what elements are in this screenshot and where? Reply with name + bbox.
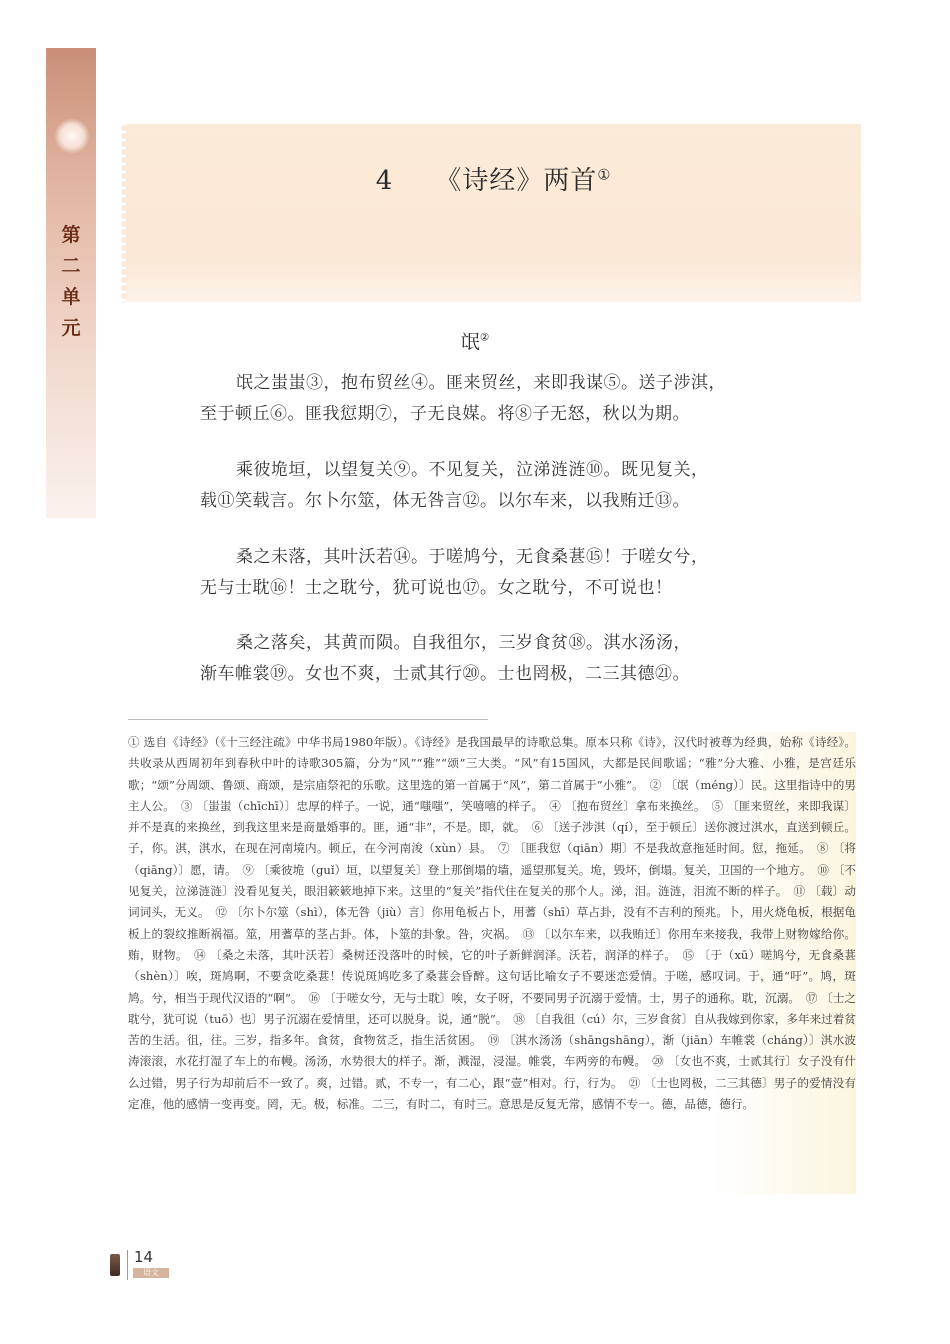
poem-title [0,327,950,354]
title-banner [126,124,861,302]
lesson-title [126,160,861,197]
stanza-line: 乘彼垝垣，以望复关⑨。不见复关，泣涕涟涟⑩。既见复关， [236,460,709,480]
poem-stanza [200,455,760,517]
poem-stanza [200,542,760,604]
bookmark-icon [110,1254,120,1276]
footer-divider [127,1250,128,1280]
footnotes-text: ① 选自《诗经》（《十三经注疏》中华书局1980年版）。《诗经》是我国最早的诗歌总集。原本只称《诗》，汉代时被尊为经典，始称《诗经》。共收录从西周初年到春秋中叶的诗歌305篇，分为“风”“雅”“颂”三大类。“风”有15国风，大都是民间歌谣；“雅”分大雅、小雅，是宫廷乐歌；“颂”分周颂、鲁颂、商颂，是宗庙祭祀的乐歌。这里选的第一首属于“风”，第二首属于“小雅”。 ② 〔氓（méng）〕民。这里指诗中的男主人公。 ③ 〔蚩蚩（chīchī）〕忠厚的样子。一说，通“嗤嗤”，笑嘻嘻的样子。 ④ 〔抱布贸丝〕拿布来换丝。 ⑤ 〔匪来贸丝，来即我谋〕并不是真的来换丝，到我这里来是商量婚事的。匪，通“非”，不是。即，就。 ⑥ 〔送子涉淇（qí），至于顿丘〕送你渡过淇水，直送到顿丘。子，你。淇，淇水，在现在河南境内。顿丘，在今河南浚（xùn）县。 ⑦ 〔匪我愆（qiān）期〕不是我故意拖延时间。愆，拖延。 ⑧ 〔将（qiāng）〕愿，请。 ⑨ 〔乘彼垝（guǐ）垣，以望复关〕登上那倒塌的墙，遥望那复关。垝，毁坏，倒塌。复关，卫国的一个地方。 ⑩ 〔不见复关，泣涕涟涟〕没看见复关，眼泪簌簌地掉下来。这里的“复关”指代住在复关的那个人。涕，泪。涟涟，泪流不断的样子。 ⑪ 〔载〕动词词头，无义。 ⑫ 〔尔卜尔筮（shì），体无咎（jiù）言〕你用龟板占卜，用蓍（shī）草占卦，没有不吉利的预兆。卜，用火烧龟板，根据龟板上的裂纹推断祸福。筮，用蓍草的茎占卦。体，卜筮的卦象。咎，灾祸。 ⑬ 〔以尔车来，以我贿迁〕你用车来接我，我带上财物嫁给你。贿，财物。 ⑭ 〔桑之未落，其叶沃若〕桑树还没落叶的时候，它的叶子新鲜润泽。沃若，润泽的样子。 ⑮ 〔于（xū）嗟鸠兮，无食桑葚（shèn）〕唉，斑鸠啊，不要贪吃桑葚！传说斑鸠吃多了桑葚会昏醉。这句话比喻女子不要迷恋爱情。于嗟，感叹词。于，通“吁”。鸠，斑鸠。兮，相当于现代汉语的“啊”。 ⑯ 〔于嗟女兮，无与士耽〕唉，女子呀，不要同男子沉溺于爱情。士，男子的通称。耽，沉溺。 ⑰ 〔士之耽兮，犹可说（tuō）也〕男子沉溺在爱情里，还可以脱身。说，通“脱”。 ⑱ 〔自我徂（cú）尔，三岁食贫〕自从我嫁到你家，多年来过着贫苦的生活。徂，往。三岁，指多年。食贫，食物贫乏，指生活贫困。 ⑲ 〔淇水汤汤（shāngshāng），渐（jiān）车帷裳（cháng）〕淇水波涛滚滚，水花打湿了车上的布幔。汤汤，水势很大的样子。渐，溅湿，浸湿。帷裳，车两旁的布幔。 ⑳ 〔女也不爽，士贰其行〕女子没有什么过错，男子行为却前后不一致了。爽，过错。贰，不专一，有二心，跟“壹”相对。行，行为。 ㉑ 〔士也罔极，二三其德〕男子的爱情没有定准，他的感情一变再变。罔，无。极，标准。二三，有时二，有时三。意思是反复无常，感情不专一。德，品德，德行。 [128,735,856,1112]
poem-stanza [200,628,760,690]
flower-ornament-icon [54,118,90,154]
unit-char: 二 [61,255,81,277]
poem-title-text: 氓 [460,331,480,353]
stanza-line: 至于顿丘⑥。匪我愆期⑦，子无良媒。将⑧子无怒，秋以为期。 [200,404,690,424]
stanza-line: 无与士耽⑯！士之耽兮，犹可说也⑰。女之耽兮，不可说也！ [200,578,673,598]
footnotes-block [128,732,856,1194]
stanza-line: 载⑪笑载言。尔卜尔筮，体无咎言⑫。以尔车来，以我贿迁⑬。 [200,491,690,511]
lesson-title-text: 《诗经》两首 [435,166,598,196]
page-number: 14 [134,1248,154,1266]
stanza-line: 渐车帷裳⑲。女也不爽，士贰其行⑳。士也罔极，二三其德㉑。 [200,664,690,684]
page-footer [108,1246,198,1286]
unit-label [57,220,85,344]
unit-char: 单 [61,286,81,308]
lesson-number: 4 [375,166,394,196]
stanza-line: 桑之落矣，其黄而陨。自我徂尔，三岁食贫⑱。淇水汤汤， [236,633,691,653]
footnote-divider [128,719,488,720]
stanza-line: 桑之未落，其叶沃若⑭。于嗟鸠兮，无食桑葚⑮！于嗟女兮， [236,547,709,567]
unit-char: 元 [61,317,81,339]
footnote-marker: ② [479,331,490,344]
unit-char: 第 [61,224,81,246]
footnote-marker: ① [597,167,612,184]
page-tag: 语文 [133,1268,169,1278]
stanza-line: 氓之蚩蚩③，抱布贸丝④。匪来贸丝，来即我谋⑤。送子涉淇， [236,373,726,393]
poem-stanza [200,368,760,430]
